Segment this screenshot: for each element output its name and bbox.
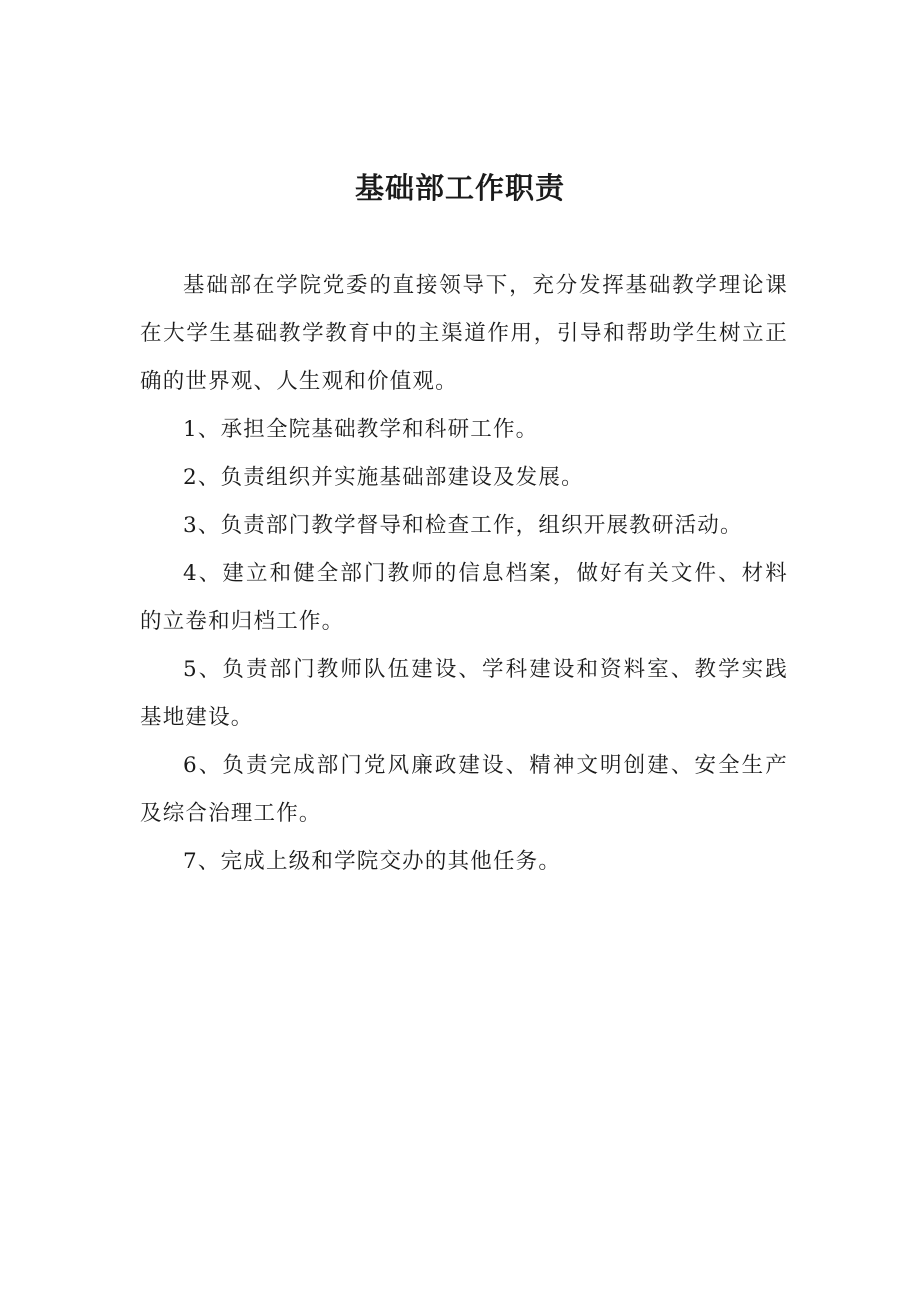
duty-item-5: 5、负责部门教师队伍建设、学科建设和资料室、教学实践基地建设。 [140, 657, 788, 730]
duty-item-3: 3、负责部门教学督导和检查工作，组织开展教研活动。 [183, 513, 743, 538]
duty-item-4: 4、建立和健全部门教师的信息档案，做好有关文件、材料的立卷和归档工作。 [140, 561, 788, 634]
intro-paragraph: 基础部在学院党委的直接领导下，充分发挥基础教学理论课在大学生基础教学教育中的主渠道作用，引导和帮助学生树立正确的世界观、人生观和价值观。 [140, 273, 788, 394]
duty-item-1: 1、承担全院基础教学和科研工作。 [183, 417, 539, 442]
document-body [140, 262, 788, 886]
duty-item-2: 2、负责组织并实施基础部建设及发展。 [183, 465, 584, 490]
document-title: 基础部工作职责 [354, 171, 565, 205]
duty-item-7: 7、完成上级和学院交办的其他任务。 [183, 849, 562, 874]
duty-item-6: 6、负责完成部门党风廉政建设、精神文明创建、安全生产及综合治理工作。 [140, 753, 788, 826]
